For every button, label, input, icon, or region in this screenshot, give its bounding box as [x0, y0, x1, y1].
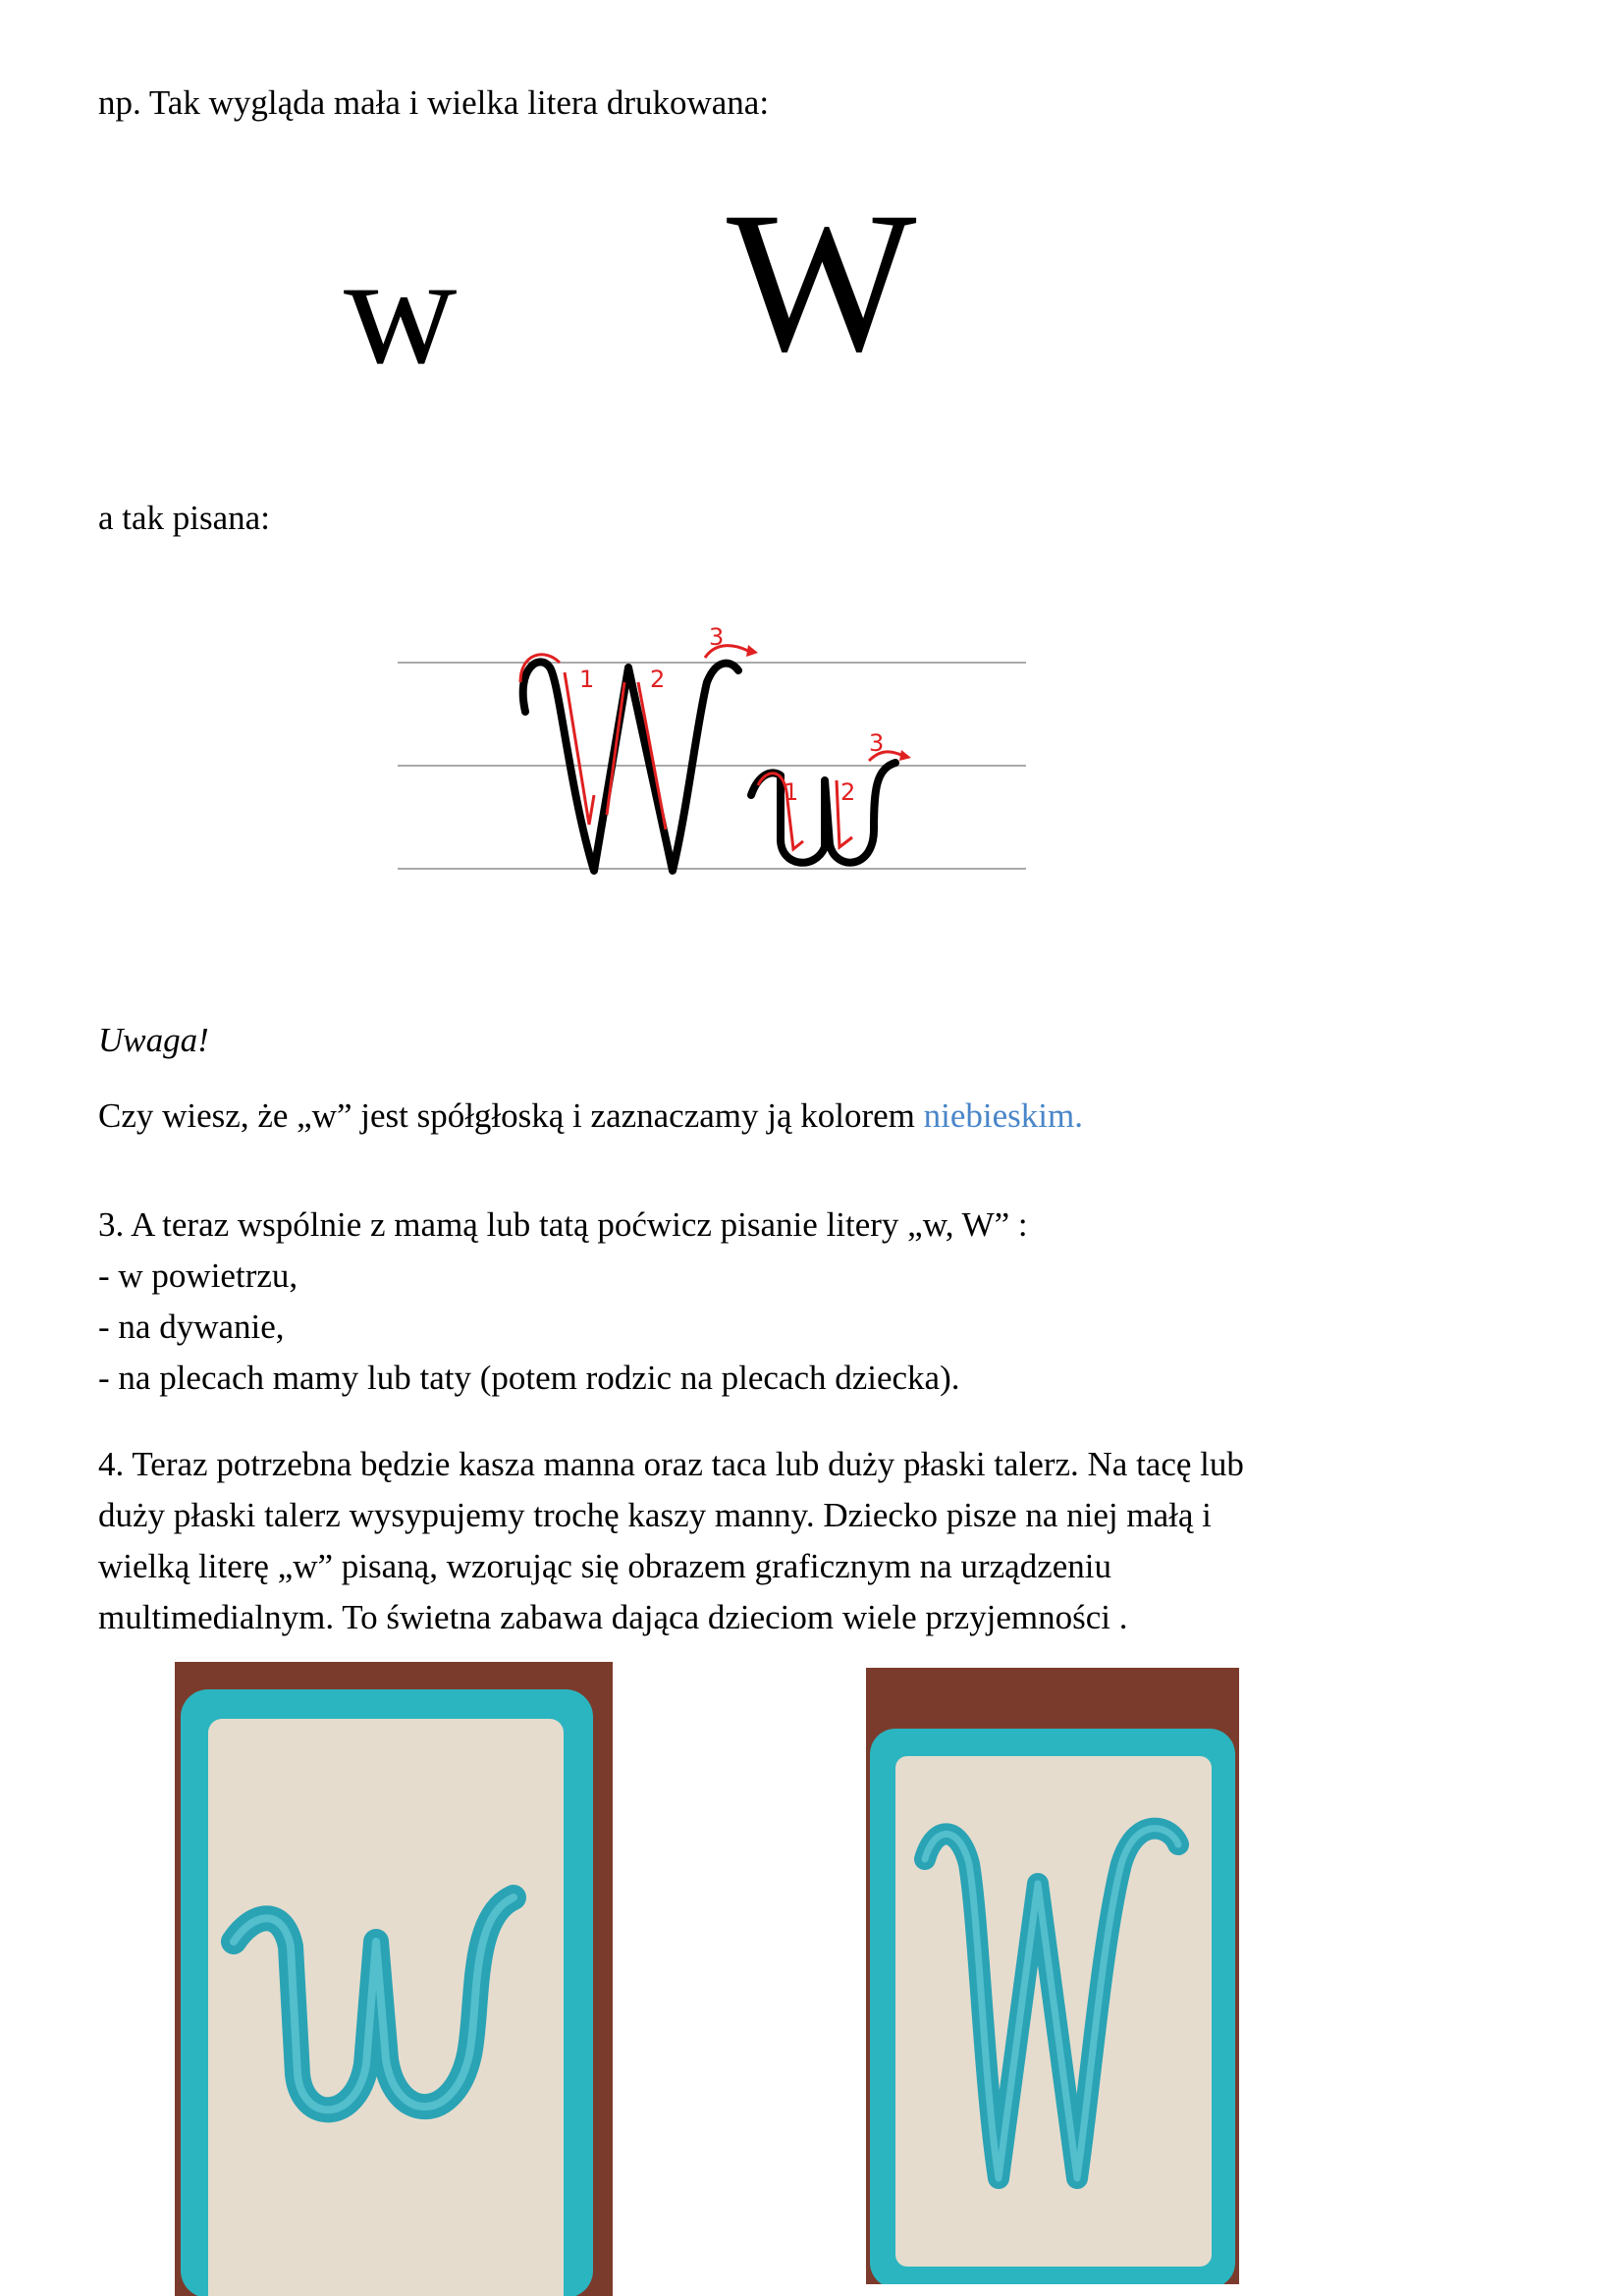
cursive-letters-svg — [393, 614, 1031, 879]
step4-line: 4. Teraz potrzebna będzie kasza manna oraz taca lub duży płaski talerz. Na tacę lub — [98, 1445, 1244, 1483]
step3-line: 3. A teraz wspólnie z mamą lub tatą poćwicz pisanie litery „w, W” : — [98, 1205, 1028, 1244]
intro-written-label: a tak pisana: — [98, 499, 270, 537]
intro-printed-label: np. Tak wygląda mała i wielka litera drukowana: — [98, 83, 770, 122]
step3-line: - w powietrzu, — [98, 1256, 298, 1295]
sand-tray-uppercase-svg — [866, 1668, 1239, 2284]
step4-block — [98, 1439, 1492, 1643]
step3-line: - na plecach mamy lub taty (potem rodzic na plecach dziecka). — [98, 1359, 960, 1397]
sand-tray-lowercase-svg — [175, 1662, 613, 2296]
step4-line: multimedialnym. To świetna zabawa dająca dzieciom wiele przyjemności . — [98, 1598, 1128, 1636]
photo-sand-tray-uppercase-w — [866, 1668, 1239, 2284]
note-heading: Uwaga! — [98, 1021, 209, 1059]
printed-lowercase-w: w — [344, 222, 458, 397]
red-arrowhead-lower-3 — [899, 750, 911, 761]
stroke-number-lower-3: 3 — [869, 729, 885, 757]
cursive-letters-figure — [393, 614, 1031, 879]
cursive-lowercase-w-stroke — [751, 763, 895, 863]
step3-line: - na dywanie, — [98, 1308, 285, 1346]
step4-line: duży płaski talerz wysypujemy trochę kaszy manny. Dziecko pisze na niej małą i — [98, 1496, 1212, 1534]
red-arrow-upper-2b — [638, 682, 666, 829]
stroke-number-lower-2: 2 — [840, 778, 856, 806]
stroke-number-upper-1: 1 — [579, 666, 595, 693]
red-arrow-upper-2 — [607, 682, 624, 815]
photo-sand-tray-lowercase-w — [175, 1662, 613, 2296]
step3-block — [98, 1200, 1492, 1404]
stroke-number-lower-1: 1 — [784, 778, 799, 806]
printed-uppercase-w: W — [727, 171, 917, 394]
stroke-number-upper-2: 2 — [650, 666, 666, 693]
stroke-number-upper-3: 3 — [709, 623, 725, 651]
note-text — [98, 1092, 1083, 1141]
note-text-main: Czy wiesz, że „w” jest spółgłoską i zaznaczamy ją kolorem — [98, 1096, 924, 1135]
step4-line: wielką literę „w” pisaną, wzorując się obrazem graficznym na urządzeniu — [98, 1547, 1111, 1585]
red-arrowhead-upper-3 — [746, 645, 758, 657]
note-highlight-blue: niebieskim. — [923, 1096, 1083, 1135]
